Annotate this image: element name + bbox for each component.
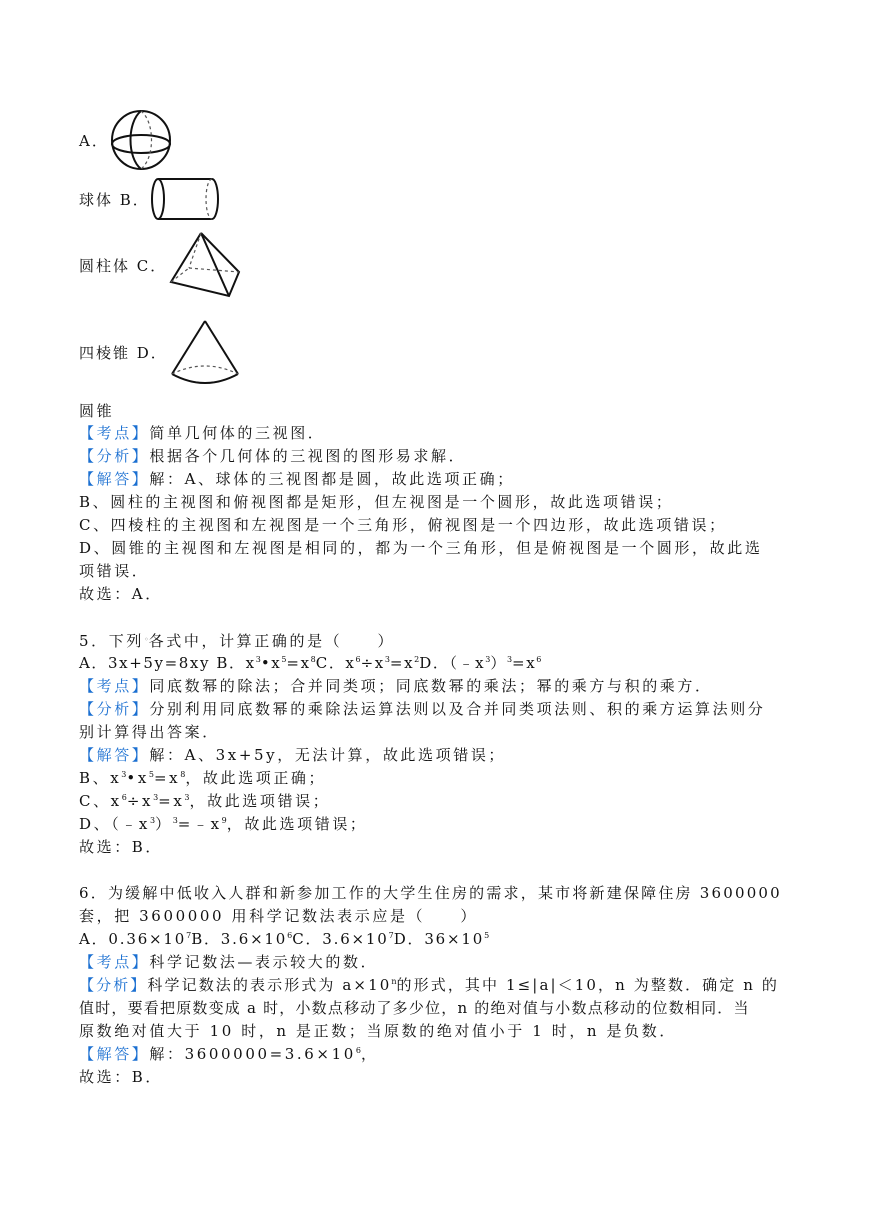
- jieda-tag: 【解答】: [79, 470, 150, 488]
- q4-jieda-line-4: [79, 537, 829, 559]
- q5-fenxi-line-2: [79, 721, 829, 743]
- jieda-tag: 【解答】: [79, 746, 150, 764]
- q6-stem-1: 6．为缓解中低收入人群和新参加工作的大学生住房的需求，某市将新建保障住房 3600000: [79, 884, 782, 902]
- exponent: 3: [255, 655, 261, 664]
- q4-jieda-text-3: C、四棱柱的主视图和左视图是一个三角形，俯视图是一个四边形，故此选项错误；: [79, 516, 727, 534]
- q4-jieda-text-5: 项错误．: [79, 562, 150, 580]
- q6-stem-line-2: [79, 905, 829, 927]
- q4-option-c-row: [79, 230, 245, 300]
- q6-stem-2: 套，把 3600000 用科学记数法表示应是（ ）: [79, 907, 478, 925]
- q6-option-c: C．3.6×10: [292, 930, 389, 948]
- q4-jieda-line-2: [79, 491, 829, 513]
- q5-jieda-line-1: [79, 744, 829, 766]
- q4-jieda-text-2: B、圆柱的主视图和俯视图都是矩形，但左视图是一个圆形，故此选项错误；: [79, 493, 674, 511]
- exponent: 3: [153, 793, 159, 802]
- exponent: 7: [186, 931, 192, 940]
- q6-fenxi-text-3: 原数绝对值大于 10 时，n 是正数；当原数的绝对值小于 1 时，n 是负数．: [79, 1022, 677, 1040]
- q4-jieda-line-1: [79, 468, 829, 490]
- q5-kaodian-text: 同底数幂的除法；合并同类项；同底数幂的乘法；幂的乘方与积的乘方．: [149, 677, 713, 695]
- q6-options-line: [79, 928, 829, 950]
- q6-fenxi-1a: 科学记数法的表示形式为 a×10: [147, 976, 392, 994]
- q4-option-b: 球体 B．: [79, 190, 150, 209]
- q5-fenxi-text-1: 分别利用同底数幂的乘除法运算法则以及合并同类项法则、积的乘方运算法则分: [149, 700, 766, 718]
- q5-jieda-line-2: [79, 767, 829, 789]
- q4-jieda-line-3: [79, 514, 829, 536]
- q4-option-d: 四棱锥 D．: [79, 343, 168, 362]
- q5-jieda-2c: =x: [154, 769, 181, 787]
- q5-option-a: A．3x+5y=8xy B．x: [79, 654, 256, 672]
- exponent: 2: [414, 655, 420, 664]
- q4-kaodian-text: 简单几何体的三视图．: [149, 424, 326, 442]
- q5-answer: 故选：B．: [79, 838, 164, 856]
- q5-jieda-4d: ，故此选项错误；: [226, 815, 368, 833]
- exponent: 9: [221, 816, 227, 825]
- q6-fenxi-line-2: [79, 997, 829, 1019]
- fenxi-tag: 【分析】: [79, 700, 150, 718]
- q6-stem-line-1: [79, 882, 829, 904]
- q6-fenxi-text-2: 值时，要看把原数变成 a 时，小数点移动了多少位，n 的绝对值与小数点移动的位数相同．当: [79, 999, 750, 1017]
- q5-option-d-mid: ）: [490, 654, 507, 672]
- q6-fenxi-line-3: [79, 1020, 829, 1042]
- cylinder-figure: [150, 176, 222, 222]
- q5-fenxi-text-2: 别计算得出答案．: [79, 723, 220, 741]
- q4-answer-line: [79, 583, 829, 605]
- exponent: 5: [281, 655, 287, 664]
- q4-jieda-text-4: D、圆锥的主视图和左视图是相同的，都为一个三角形，但是俯视图是一个圆形，故此选: [79, 539, 763, 557]
- q6-kaodian-line: [79, 951, 829, 973]
- jieda-tag: 【解答】: [79, 1045, 150, 1063]
- q5-options-line: [79, 652, 829, 674]
- exponent: 3: [506, 655, 513, 664]
- q4-answer: 故选：A．: [79, 585, 163, 603]
- q5-option-c-mid: ÷x: [360, 654, 385, 672]
- q4-option-a-row: [79, 108, 173, 172]
- fenxi-tag: 【分析】: [79, 976, 148, 994]
- q5-jieda-4c: =﹣x: [177, 815, 222, 833]
- q4-option-b-row: [79, 176, 222, 222]
- q6-jieda-b: ，: [360, 1045, 379, 1063]
- exponent: 3: [172, 816, 178, 825]
- q4-kaodian-line: [79, 422, 829, 444]
- q5-jieda-text-1: 解：A、3x+5y，无法计算，故此选项错误；: [149, 746, 507, 764]
- q6-answer-line: [79, 1066, 829, 1088]
- exponent: 3: [485, 655, 491, 664]
- q5-option-d-eq: =x: [512, 654, 537, 672]
- q5-jieda-4b: ）: [155, 815, 173, 833]
- exponent: 7: [388, 931, 394, 940]
- exponent: 3: [121, 770, 127, 779]
- exponent: 6: [121, 793, 127, 802]
- q5-option-c-eq: =x: [389, 654, 415, 672]
- exponent: 8: [180, 770, 186, 779]
- q5-jieda-2b: •x: [126, 769, 149, 787]
- q5-answer-line: [79, 836, 829, 858]
- q4-fenxi-line: [79, 445, 829, 467]
- q5-jieda-3c: =x: [158, 792, 185, 810]
- exponent: 8: [310, 655, 316, 664]
- q4-fenxi-text: 根据各个几何体的三视图的图形易求解．: [149, 447, 467, 465]
- exponent: 6: [355, 1046, 361, 1055]
- q6-fenxi-line-1: [79, 974, 829, 996]
- q6-fenxi-1b: 的形式，其中 1≤|a|＜10，n 为整数．确定 n 的: [396, 976, 779, 994]
- q5-stem-line: [79, 629, 829, 651]
- kaodian-tag: 【考点】: [79, 677, 150, 695]
- sphere-figure: [109, 108, 173, 172]
- q5-option-b-eq: =x: [286, 654, 311, 672]
- q5-jieda-3a: C、x: [79, 792, 122, 810]
- exponent: 3: [384, 655, 390, 664]
- q4-jieda-text-1: 解：A、球体的三视图都是圆，故此选项正确；: [149, 470, 515, 488]
- pyramid-figure: [167, 230, 245, 300]
- q6-option-b: B．3.6×10: [191, 930, 288, 948]
- q4-tail-line: [79, 400, 829, 422]
- q4-option-d-row: [79, 318, 242, 386]
- q5-jieda-line-4: [79, 813, 829, 835]
- exponent: 3: [150, 816, 156, 825]
- q4-jieda-line-5: [79, 560, 829, 582]
- q5-jieda-3d: ，故此选项错误；: [189, 792, 331, 810]
- q5-jieda-4a: D、（﹣x: [79, 815, 150, 833]
- fenxi-tag: 【分析】: [79, 447, 150, 465]
- exponent: n: [391, 977, 397, 986]
- cone-figure: [168, 318, 242, 386]
- exponent: 6: [355, 655, 361, 664]
- kaodian-tag: 【考点】: [79, 953, 150, 971]
- exponent: 5: [484, 931, 490, 940]
- exponent: 6: [536, 655, 542, 664]
- q5-option-d: D．（﹣x: [419, 654, 486, 672]
- q5-fenxi-line-1: [79, 698, 829, 720]
- q6-option-a: A．0.36×10: [79, 930, 187, 948]
- q6-answer: 故选：B．: [79, 1068, 164, 1086]
- exponent: 6: [287, 931, 293, 940]
- q4-option-a: A．: [79, 131, 109, 150]
- q6-jieda-a: 解：3600000=3.6×10: [149, 1045, 356, 1063]
- q5-stem-rest: 各式中，计算正确的是（ ）: [148, 632, 396, 650]
- q5-option-b-mid: •x: [260, 654, 282, 672]
- q5-option-c: C．x: [315, 654, 356, 672]
- exponent: 5: [148, 770, 154, 779]
- exponent: 3: [184, 793, 190, 802]
- q6-option-d: D．36×10: [393, 930, 485, 948]
- q5-jieda-line-3: [79, 790, 829, 812]
- q6-jieda-line: [79, 1043, 829, 1065]
- q5-stem-dot: ◦: [143, 635, 149, 644]
- q6-kaodian-text: 科学记数法—表示较大的数．: [149, 953, 379, 971]
- q5-jieda-2d: ，故此选项正确；: [185, 769, 327, 787]
- q5-jieda-3b: ÷x: [126, 792, 154, 810]
- q5-jieda-2a: B、x: [79, 769, 122, 787]
- q4-tail-text: 圆锥: [79, 402, 115, 420]
- q5-stem: 5．下列: [79, 632, 144, 650]
- q5-kaodian-line: [79, 675, 829, 697]
- q4-option-c: 圆柱体 C．: [79, 256, 168, 275]
- kaodian-tag: 【考点】: [79, 424, 150, 442]
